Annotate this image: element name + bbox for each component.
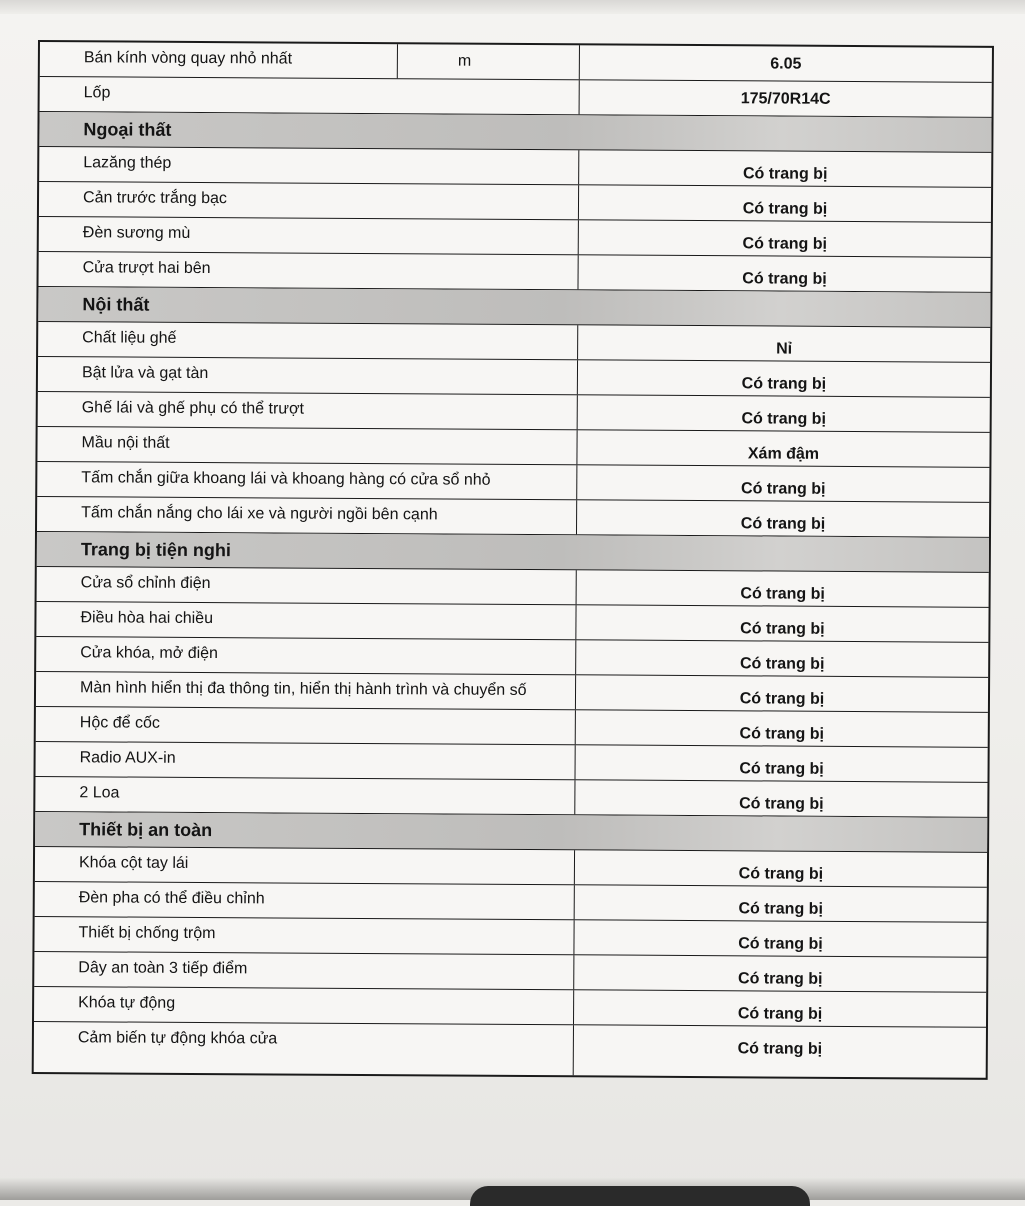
- row-label: Ghế lái và ghế phụ có thể trượt: [38, 392, 578, 429]
- page-top-edge: [0, 0, 1025, 14]
- row-value: Có trang bị: [738, 970, 823, 988]
- row-value: Có trang bị: [737, 1005, 823, 1023]
- row-label: Bán kính vòng quay nhỏ nhất: [40, 42, 398, 78]
- table-row: [38, 322, 990, 363]
- row-label: Mầu nội thất: [37, 427, 577, 464]
- section-value-empty: [579, 115, 991, 152]
- section-value-empty: [575, 815, 987, 852]
- row-label: Đèn sương mù: [39, 217, 579, 254]
- table-row: [40, 77, 992, 118]
- row-unit: m: [398, 44, 580, 79]
- row-label: Cửa trượt hai bên: [38, 252, 578, 289]
- row-value: 175/70R14C: [740, 90, 831, 108]
- section-value-empty: [578, 290, 990, 327]
- table-row: [39, 217, 991, 258]
- row-value: Có trang bị: [742, 270, 827, 288]
- dark-object-bottom-edge: [470, 1186, 810, 1206]
- row-label: Khóa tự động: [34, 987, 574, 1024]
- row-value: Có trang bị: [739, 760, 824, 778]
- row-value: Có trang bị: [739, 690, 825, 708]
- table-row: [35, 742, 987, 783]
- table-row: [34, 1022, 986, 1078]
- section-header-row: [39, 112, 991, 153]
- row-label: Cản trước trắng bạc: [39, 182, 579, 219]
- table-row: [37, 567, 989, 608]
- row-value: Có trang bị: [740, 515, 826, 533]
- row-label: Chất liệu ghế: [38, 322, 578, 359]
- section-title: Thiết bị an toàn: [79, 819, 213, 841]
- row-label: Thiết bị chống trộm: [34, 917, 574, 954]
- table-row: [34, 952, 986, 993]
- table-row: [35, 847, 987, 888]
- row-label: Dây an toàn 3 tiếp điểm: [34, 952, 574, 989]
- table-row: [38, 357, 990, 398]
- row-label: 2 Loa: [35, 777, 575, 814]
- table-row: [37, 497, 989, 538]
- table-row: [37, 462, 989, 503]
- row-value: Có trang bị: [742, 165, 828, 183]
- table-row: [35, 777, 987, 818]
- table-row: [35, 882, 987, 923]
- table-row: [36, 672, 988, 713]
- table-row: [40, 42, 992, 83]
- table-row: [37, 427, 989, 468]
- row-label: Tấm chắn nắng cho lái xe và người ngồi bên cạnh: [37, 497, 577, 534]
- row-value: Có trang bị: [741, 480, 826, 498]
- table-row: [39, 147, 991, 188]
- section-value-empty: [577, 535, 989, 572]
- row-value: Có trang bị: [739, 655, 825, 673]
- table-row: [34, 917, 986, 958]
- row-value: Nỉ: [776, 340, 793, 358]
- row-value: Có trang bị: [741, 375, 827, 393]
- section-title: Trang bị tiện nghi: [80, 539, 231, 561]
- table-row: [34, 987, 986, 1028]
- row-value: Xám đậm: [747, 445, 820, 463]
- row-value: Có trang bị: [739, 795, 824, 813]
- row-value: Có trang bị: [742, 235, 828, 253]
- row-value: Có trang bị: [739, 725, 825, 743]
- table-row: [39, 182, 991, 223]
- row-value: 6.05: [770, 55, 802, 73]
- row-value: Có trang bị: [738, 865, 824, 883]
- row-value: Có trang bị: [738, 900, 823, 918]
- section-header-row: [37, 532, 989, 573]
- row-label: Cửa sổ chỉnh điện: [37, 567, 577, 604]
- table-row: [38, 392, 990, 433]
- row-label: Màn hình hiển thị đa thông tin, hiển thị hành trình và chuyển số: [36, 672, 576, 709]
- section-title: Ngoại thất: [83, 119, 172, 140]
- row-label: Radio AUX-in: [36, 742, 576, 779]
- row-value: Có trang bị: [737, 1040, 823, 1058]
- row-value: Có trang bị: [740, 620, 825, 638]
- row-value: Có trang bị: [742, 200, 828, 218]
- table-row: [38, 252, 990, 293]
- row-label: Cảm biến tự động khóa cửa: [34, 1022, 574, 1075]
- table-row: [36, 637, 988, 678]
- row-label: Bật lửa và gạt tàn: [38, 357, 578, 394]
- row-value: Có trang bị: [738, 935, 823, 953]
- row-value: Có trang bị: [740, 585, 825, 603]
- row-value: Có trang bị: [741, 410, 826, 428]
- row-label: Lốp: [40, 77, 580, 114]
- section-title: Nội thất: [82, 294, 150, 315]
- row-label: Khóa cột tay lái: [35, 847, 575, 884]
- row-label: Điều hòa hai chiều: [36, 602, 576, 639]
- section-header-row: [38, 287, 990, 328]
- row-label: Đèn pha có thể điều chỉnh: [35, 882, 575, 919]
- spec-table: [32, 40, 994, 1080]
- row-label: Tấm chắn giữa khoang lái và khoang hàng có cửa sổ nhỏ: [37, 462, 577, 499]
- row-label: Hộc để cốc: [36, 707, 576, 744]
- row-label: Lazăng thép: [39, 147, 579, 184]
- table-row: [36, 707, 988, 748]
- section-header-row: [35, 812, 987, 853]
- row-label: Cửa khóa, mở điện: [36, 637, 576, 674]
- table-row: [36, 602, 988, 643]
